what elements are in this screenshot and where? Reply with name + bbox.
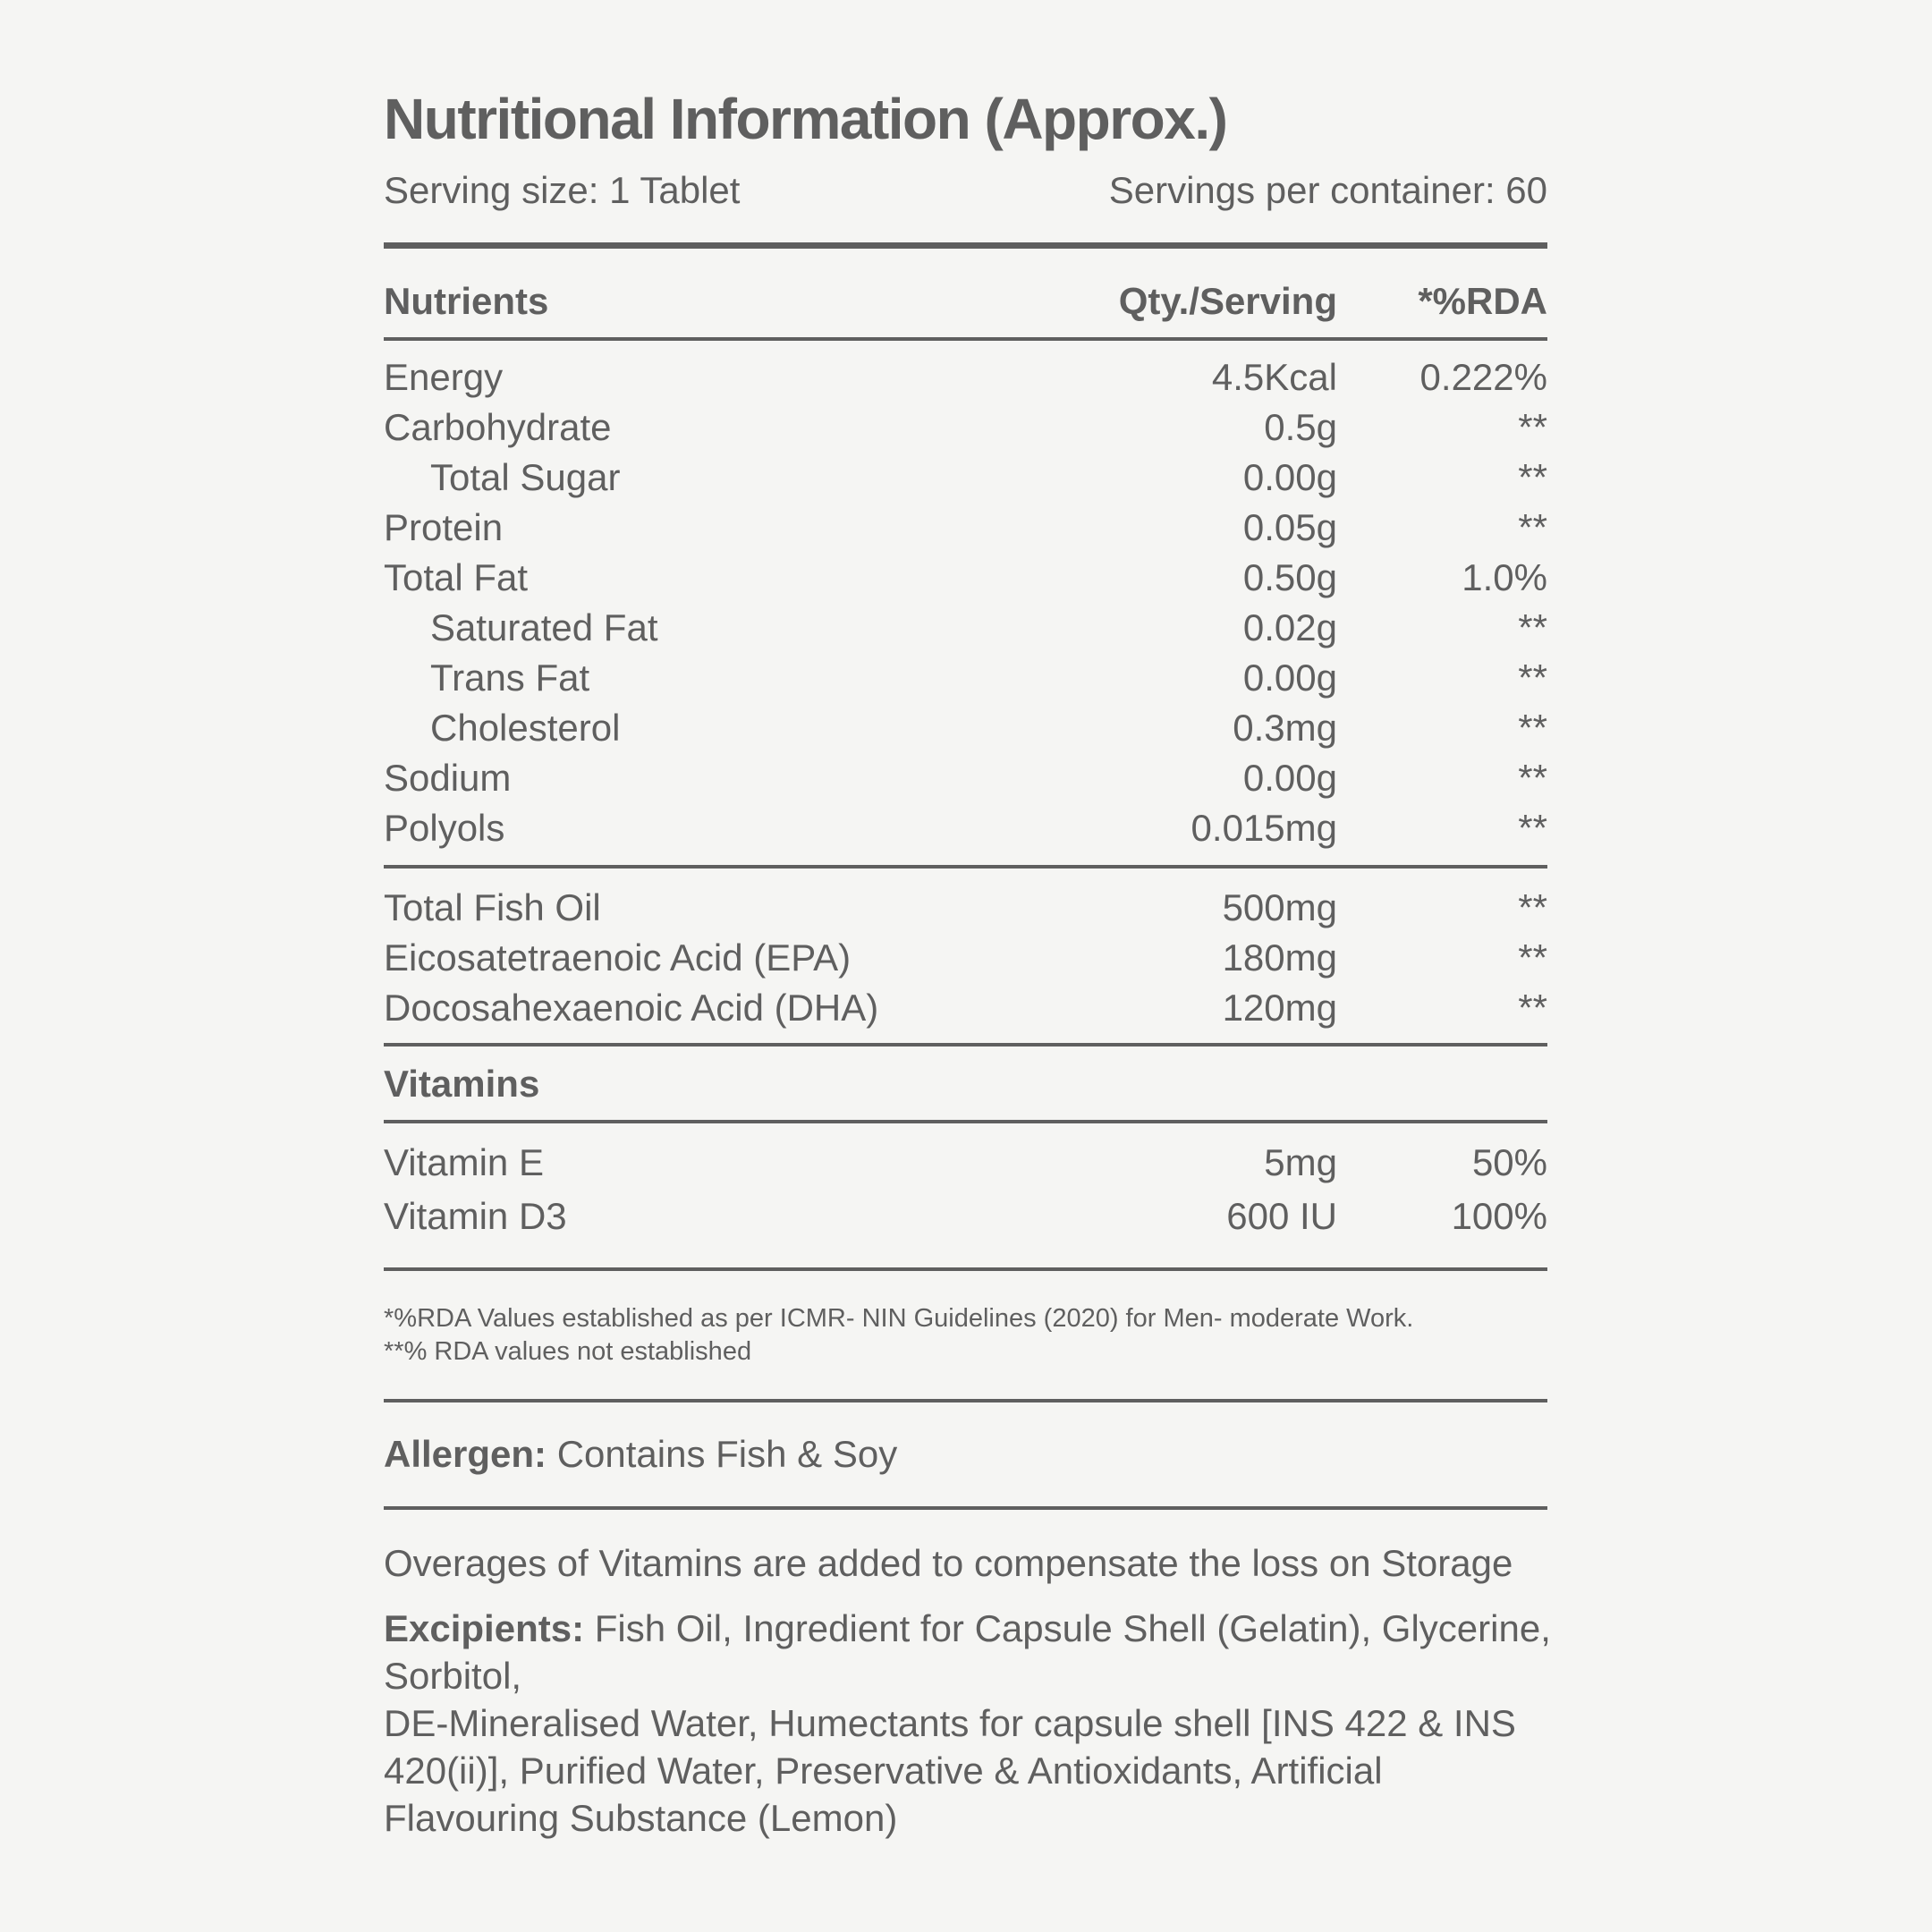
- footnote-rda: *%RDA Values established as per ICMR- NIN Guidelines (2020) for Men- moderate Work.: [384, 1304, 1414, 1333]
- nutrition-panel: [384, 0, 1551, 1932]
- nutrient-qty: 0.50g: [1242, 556, 1337, 598]
- nutrient-name: Total Sugar: [430, 456, 621, 498]
- oil-rda: **: [1518, 936, 1547, 979]
- oil-rda: **: [1518, 987, 1547, 1029]
- table-row: [384, 402, 1547, 453]
- serving-info: [384, 166, 1547, 215]
- vitamin-name: Vitamin E: [384, 1141, 544, 1183]
- table-row: [384, 883, 1547, 933]
- table-row: [384, 753, 1547, 803]
- excipients-text: Fish Oil, Ingredient for Capsule Shell (Gelatin), Glycerine,: [584, 1607, 1551, 1649]
- vitamins-heading: Vitamins: [384, 1063, 540, 1105]
- divider: [384, 1043, 1547, 1046]
- header-rda: *%RDA: [1418, 280, 1547, 322]
- table-header: [384, 275, 1547, 328]
- excipients-info: [384, 1605, 1551, 1842]
- nutrient-qty: 0.05g: [1242, 506, 1337, 548]
- excipients-line: Sorbitol,: [384, 1655, 522, 1697]
- table-row: [384, 983, 1547, 1033]
- allergen-label: Allergen:: [384, 1433, 547, 1475]
- nutrient-rda: **: [1518, 807, 1547, 849]
- nutrient-name: Polyols: [384, 807, 505, 849]
- nutrient-qty: 0.00g: [1242, 757, 1337, 799]
- nutrient-name: Saturated Fat: [430, 606, 658, 648]
- servings-per-container: Servings per container: 60: [1108, 169, 1547, 211]
- page-title: Nutritional Information (Approx.): [384, 87, 1227, 151]
- nutrient-rda: 1.0%: [1462, 556, 1547, 598]
- nutrient-name: Protein: [384, 506, 504, 548]
- divider: [384, 1399, 1547, 1402]
- table-row: [384, 703, 1547, 753]
- vitamin-qty: 600 IU: [1226, 1195, 1337, 1237]
- excipients-line: DE-Mineralised Water, Humectants for capsule shell [INS 422 & INS: [384, 1702, 1516, 1744]
- nutrient-rda: **: [1518, 606, 1547, 648]
- divider: [384, 1506, 1547, 1510]
- nutrient-qty: 0.5g: [1264, 406, 1337, 448]
- oil-qty: 180mg: [1222, 936, 1337, 979]
- excipients-label: Excipients:: [384, 1607, 585, 1649]
- nutrient-name: Trans Fat: [430, 657, 590, 699]
- divider: [384, 1120, 1547, 1123]
- oil-name: Eicosatetraenoic Acid (EPA): [384, 936, 852, 979]
- oil-qty: 120mg: [1222, 987, 1337, 1029]
- vitamin-rda: 100%: [1451, 1195, 1547, 1237]
- divider: [384, 1267, 1547, 1271]
- vitamin-qty: 5mg: [1264, 1141, 1337, 1183]
- excipients-line: 420(ii)], Purified Water, Preservative & Antioxidants, Artificial: [384, 1750, 1383, 1792]
- nutrient-rda: 0.222%: [1419, 356, 1547, 398]
- divider: [384, 337, 1547, 341]
- nutrient-name: Carbohydrate: [384, 406, 612, 448]
- nutrient-qty: 0.015mg: [1191, 807, 1337, 849]
- allergen-info: [384, 1428, 897, 1481]
- oil-name: Docosahexaenoic Acid (DHA): [384, 987, 879, 1029]
- header-qty: Qty./Serving: [1118, 280, 1337, 322]
- nutrient-rda: **: [1518, 456, 1547, 498]
- nutrient-qty: 4.5Kcal: [1211, 356, 1337, 398]
- nutrient-qty: 0.02g: [1242, 606, 1337, 648]
- divider: [384, 865, 1547, 869]
- nutrient-name: Cholesterol: [430, 707, 621, 749]
- nutrient-name: Total Fat: [384, 556, 529, 598]
- overages-note: Overages of Vitamins are added to compensate the loss on Storage: [384, 1542, 1513, 1584]
- vitamin-rda: 50%: [1471, 1141, 1547, 1183]
- nutrient-rda: **: [1518, 657, 1547, 699]
- nutrient-rda: **: [1518, 757, 1547, 799]
- nutrient-name: Sodium: [384, 757, 512, 799]
- table-row: [384, 1136, 1547, 1190]
- excipients-line: Flavouring Substance (Lemon): [384, 1797, 898, 1839]
- header-nutrients: Nutrients: [384, 280, 549, 322]
- vitamin-name: Vitamin D3: [384, 1195, 567, 1237]
- table-row: [384, 653, 1547, 703]
- table-row: [384, 352, 1547, 402]
- serving-size: Serving size: 1 Tablet: [384, 169, 741, 211]
- table-row: [384, 603, 1547, 653]
- divider: [384, 242, 1547, 249]
- nutrient-rda: **: [1518, 506, 1547, 548]
- nutrient-rda: **: [1518, 406, 1547, 448]
- nutrient-name: Energy: [384, 356, 504, 398]
- nutrient-qty: 0.00g: [1242, 657, 1337, 699]
- oil-rda: **: [1518, 886, 1547, 928]
- table-row: [384, 553, 1547, 603]
- nutrient-qty: 0.00g: [1242, 456, 1337, 498]
- oil-qty: 500mg: [1222, 886, 1337, 928]
- excipients-line: [384, 1605, 1551, 1652]
- table-row: [384, 503, 1547, 553]
- table-row: [384, 1190, 1547, 1243]
- table-row: [384, 933, 1547, 983]
- nutrient-rda: **: [1518, 707, 1547, 749]
- footnote-not-established: **% RDA values not established: [384, 1337, 752, 1366]
- oil-name: Total Fish Oil: [384, 886, 601, 928]
- allergen-text: Contains Fish & Soy: [547, 1433, 898, 1475]
- nutrient-qty: 0.3mg: [1233, 707, 1337, 749]
- table-row: [384, 453, 1547, 503]
- table-row: [384, 803, 1547, 853]
